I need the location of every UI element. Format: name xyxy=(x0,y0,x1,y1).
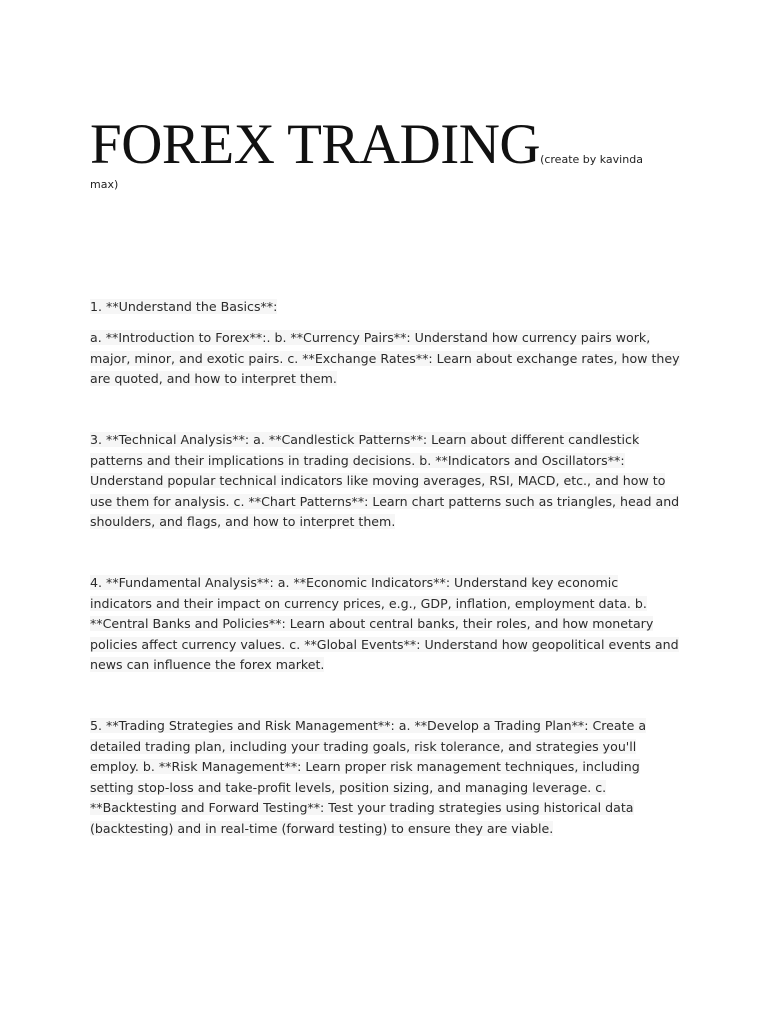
section-fundamental-analysis-text: 4. **Fundamental Analysis**: a. **Economic Indicators**: Understand key economic indicators and their impact on currency prices, e.g., GDP, inflation, employment data. b. **Central Banks and Policies**: Learn about central banks, their roles, and how monetary policies affect currency values. c. **Global Events**: Understand how geopolitical events and news can influence the forex market. xyxy=(90,575,679,673)
section-basics-body-text: a. **Introduction to Forex**:. b. **Currency Pairs**: Understand how currency pairs work, major, minor, and exotic pairs. c. **Exchange Rates**: Learn about exchange rates, how they are quoted, and how to interpret them. xyxy=(90,330,680,387)
section-fundamental-analysis xyxy=(90,573,682,676)
section-trading-strategies xyxy=(90,716,682,840)
document-subtitle-continued: max) xyxy=(90,178,119,191)
section-technical-analysis-text: 3. **Technical Analysis**: a. **Candlestick Patterns**: Learn about different candlestick patterns and their implications in trading decisions. b. **Indicators and Oscillators**: Understand popular technical indicators like moving averages, RSI, MACD, etc., and how to use them for analysis. c. **Chart Patterns**: Learn chart patterns such as triangles, head and shoulders, and flags, and how to interpret them. xyxy=(90,432,680,530)
document-subtitle: (create by kavinda xyxy=(540,153,643,166)
section-basics-heading-text: 1. **Understand the Basics**: xyxy=(90,299,278,314)
section-basics-body xyxy=(90,328,682,390)
section-trading-strategies-text: 5. **Trading Strategies and Risk Management**: a. **Develop a Trading Plan**: Create a detailed trading plan, including your trading goals, risk tolerance, and strategies you'll employ. b. **Risk Management**: Learn proper risk management techniques, including setting stop-loss and take-profit levels, position sizing, and managing leverage. c. **Backtesting and Forward Testing**: Test your trading strategies using historical data (backtesting) and in real-time (forward testing) to ensure they are viable. xyxy=(90,718,647,836)
section-technical-analysis xyxy=(90,430,682,533)
title-block xyxy=(90,112,680,192)
document-title: FOREX TRADING xyxy=(90,113,541,176)
section-basics-heading xyxy=(90,297,682,318)
